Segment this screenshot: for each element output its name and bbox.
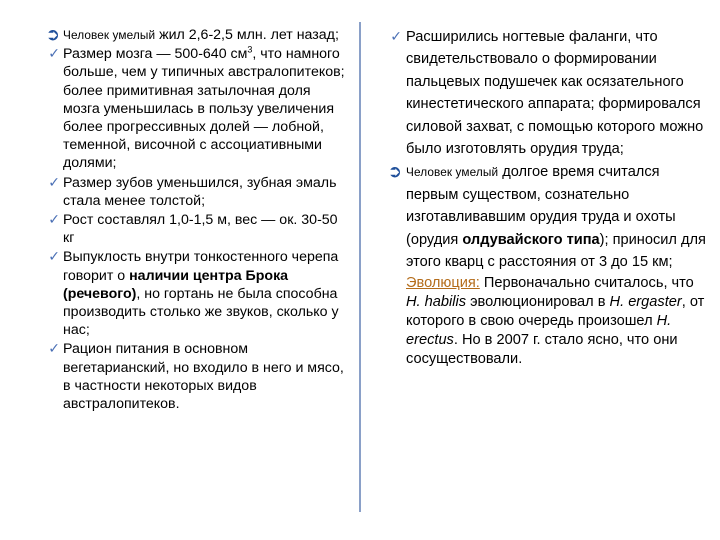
brain-text-b: , что намного больше, чем у типичных австралопитеков; более примитивная затылочная доля мозга уменьшилась в пользу увеличения более прогрессивных долей — лобной, теменной, височной с ассоциативными долями; [63, 46, 345, 172]
arrow-bullet-icon: ➲ [45, 25, 60, 45]
column-divider [359, 22, 361, 512]
evolution-text-a: Первоначально считалось, что [479, 275, 694, 292]
checkmark-icon: ✓ [48, 46, 60, 63]
oldowan-text: олдувайского типа [462, 231, 600, 248]
evolution-label: Эволюция: [406, 275, 480, 292]
list-item-phalanges [372, 26, 712, 160]
tools-text-a: долгое время считался первым существом, сознательно изготавливавшим орудия труда и охоты (орудия [406, 164, 676, 248]
checkmark-icon: ✓ [390, 29, 402, 45]
list-item-height [10, 211, 350, 247]
intro-paragraph [10, 26, 350, 44]
species-name: Человек умелый [63, 28, 156, 42]
list-item-diet [10, 340, 350, 413]
arrow-bullet-icon: ➲ [387, 162, 402, 183]
evolution-text-c: , от которого в свою очередь произошел [406, 294, 705, 330]
tools-paragraph [372, 161, 712, 273]
list-item-teeth [10, 174, 350, 210]
species-habilis: H. habilis [406, 294, 467, 311]
species-name: Человек умелый [406, 165, 499, 180]
tools-text-b: ); приносил для этого кварц с расстояния от 3 до 15 км; [406, 231, 706, 271]
phalanges-text: Расширились ногтевые фаланги, что свидетельствовало о формировании пальцевых подушечек как осязательного кинестетического аппарата; формировался силовой захват, с помощью которого можно было изготовлять орудия труда; [406, 29, 704, 158]
height-text: Рост составлял 1,0-1,5 м, вес — ок. 30-50 кг [63, 212, 338, 247]
right-column [372, 26, 712, 369]
intro-text: жил 2,6-2,5 млн. лет назад; [155, 27, 339, 43]
teeth-text: Размер зубов уменьшился, зубная эмаль стала менее толстой; [63, 174, 337, 209]
left-column [10, 26, 350, 414]
species-ergaster: H. ergaster [609, 294, 682, 311]
brain-superscript: 3 [247, 44, 253, 55]
skull-text-a: Выпуклость внутри тонкостенного черепа говорит о [63, 249, 339, 284]
species-erectus: H. erectus [406, 313, 672, 348]
evolution-paragraph [372, 274, 712, 368]
checkmark-icon: ✓ [48, 212, 60, 229]
checkmark-icon: ✓ [48, 341, 60, 358]
list-item-brain [10, 45, 350, 172]
checkmark-icon: ✓ [48, 174, 60, 191]
checkmark-icon: ✓ [48, 249, 60, 266]
list-item-skull [10, 248, 350, 339]
diet-text: Рацион питания в основном вегетарианский, но входило в него и мясо, в частности некоторых видов австралопитеков. [63, 341, 344, 413]
brain-text-a: Размер мозга — 500-640 см [63, 46, 248, 63]
evolution-text-b: эволюционировал в [466, 294, 610, 311]
skull-text-b: , но гортань не была способна производить столько же звуков, сколько у нас; [63, 285, 339, 339]
broca-center-text: наличии центра Брока (речевого) [63, 267, 289, 302]
evolution-text-d: . Но в 2007 г. стало ясно, что они сосуществовали. [406, 331, 678, 367]
